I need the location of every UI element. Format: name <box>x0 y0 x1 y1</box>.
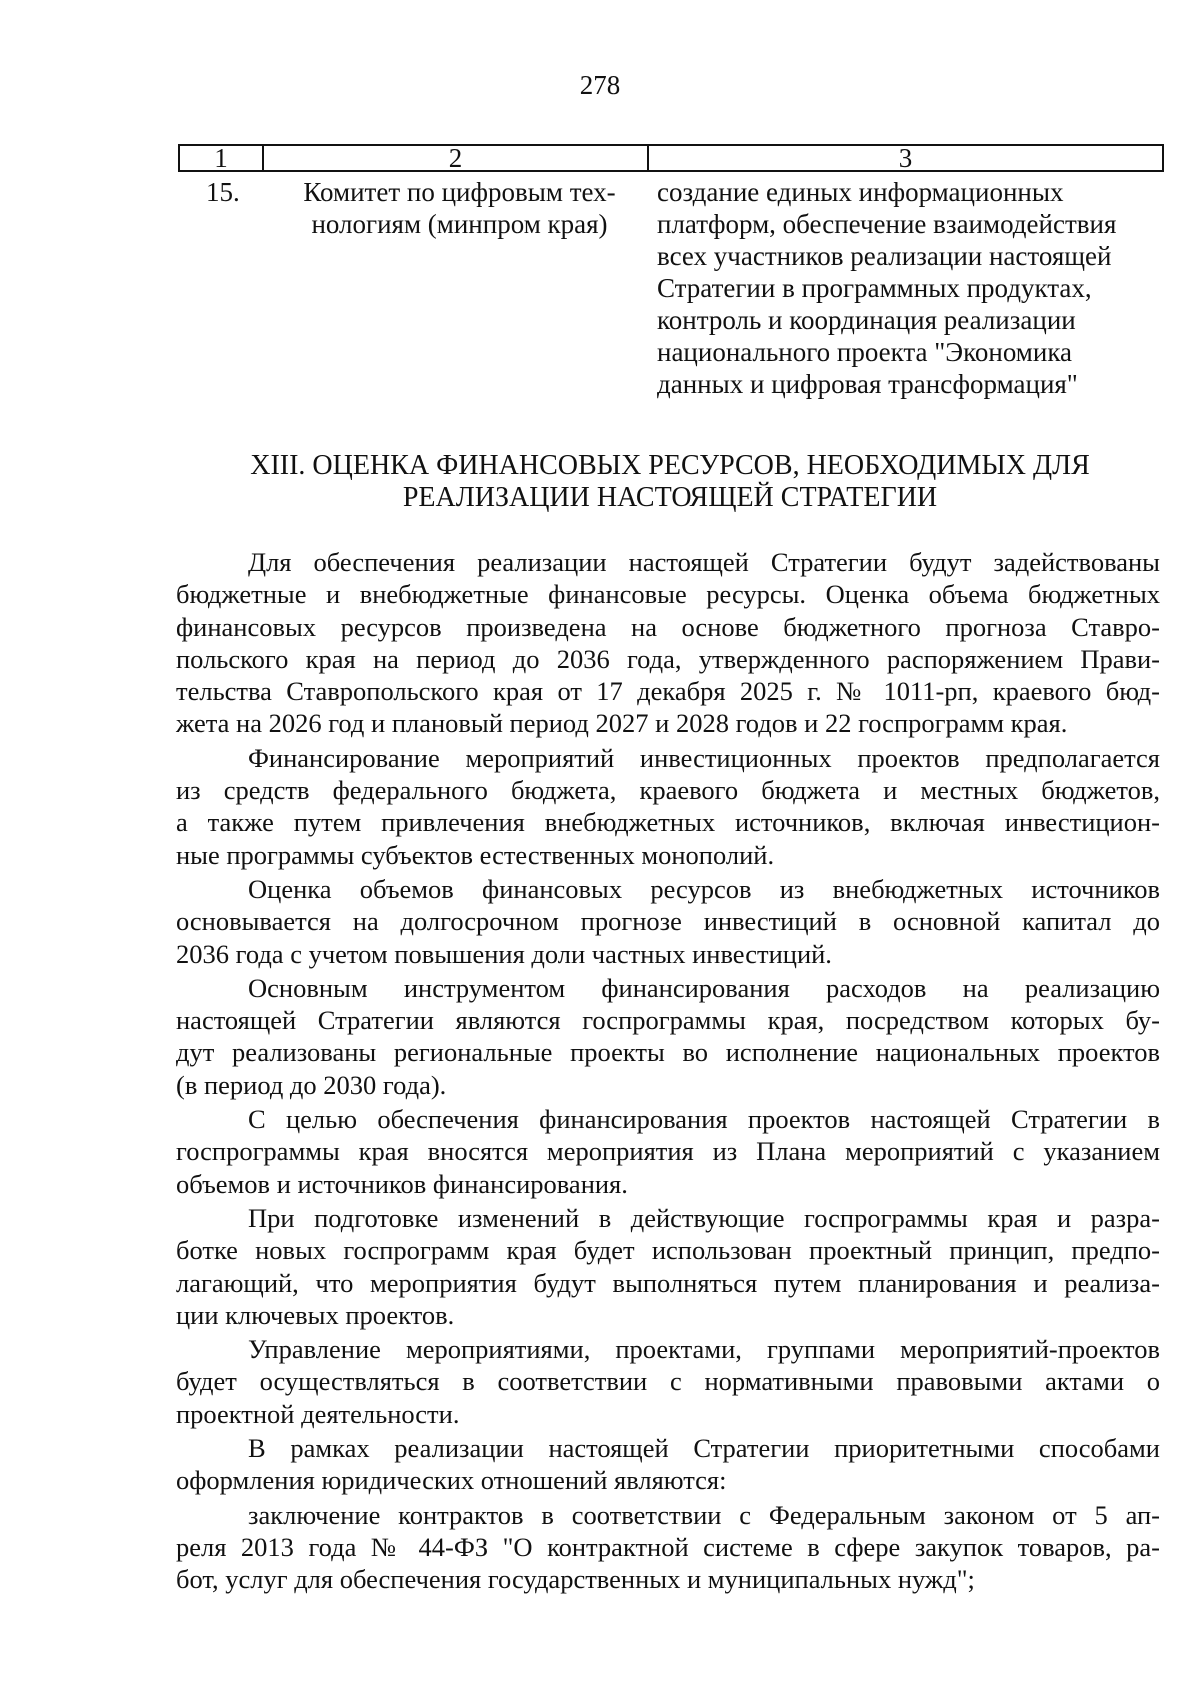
responsibility-table <box>178 144 1164 400</box>
paragraph <box>176 1432 1160 1497</box>
paragraph <box>176 1103 1160 1200</box>
row-number: 15. <box>206 177 240 207</box>
desc-line: национального проекта "Экономика <box>657 337 1073 367</box>
paragraph-line: будет осуществляться в соответствии с нормативными правовыми актами о <box>176 1366 1160 1397</box>
paragraph-line: тельства Ставропольского края от 17 декабря 2025 г. № 1011-рп, краевого бюд- <box>176 676 1160 707</box>
paragraph-line: проектной деятельности. <box>176 1398 460 1429</box>
paragraph-line: основывается на долгосрочном прогнозе инвестиций в основной капитал до <box>176 906 1160 937</box>
paragraph-line: 2036 года с учетом повышения доли частных инвестиций. <box>176 938 832 969</box>
section-title-line: XIII. ОЦЕНКА ФИНАНСОВЫХ РЕСУРСОВ, НЕОБХОДИМЫХ ДЛЯ <box>250 450 1090 481</box>
page-number: 278 <box>579 70 621 100</box>
paragraph-line: заключение контрактов в соответствии с Федеральным законом от 5 ап- <box>248 1499 1160 1530</box>
header-col-1: 1 <box>180 146 264 170</box>
section-title <box>170 450 1170 514</box>
paragraph <box>176 1202 1160 1331</box>
paragraph-line: Оценка объемов финансовых ресурсов из внебюджетных источников <box>248 873 1160 904</box>
header-col-2: 2 <box>264 146 649 170</box>
header-col-3: 3 <box>898 143 913 173</box>
table-header <box>178 144 1164 172</box>
paragraph-line: С целью обеспечения финансирования проектов настоящей Стратегии в <box>248 1104 1160 1135</box>
paragraph-line: реля 2013 года № 44-ФЗ "О контрактной системе в сфере закупок товаров, ра- <box>176 1531 1160 1562</box>
paragraph <box>176 1333 1160 1430</box>
paragraph-line: финансовых ресурсов произведена на основе бюджетного прогноза Ставро- <box>176 611 1160 642</box>
paragraph <box>176 972 1160 1101</box>
paragraph-line: Для обеспечения реализации настоящей Стратегии будут задействованы <box>248 547 1160 577</box>
paragraph <box>176 742 1160 871</box>
paragraph-line: польского края на период до 2036 года, утвержденного распоряжением Прави- <box>176 643 1160 674</box>
paragraph-line: Управление мероприятиями, проектами, группами мероприятий-проектов <box>248 1334 1160 1365</box>
paragraph-line: настоящей Стратегии являются госпрограммы края, посредством которых бу- <box>176 1005 1160 1036</box>
org-line: нологиям (минпром края) <box>311 209 608 239</box>
paragraph-line: лагающий, что мероприятия будут выполняться путем планирования и реализа- <box>176 1267 1160 1298</box>
paragraph-line: оформления юридических отношений являются: <box>176 1465 727 1496</box>
paragraph <box>176 873 1160 970</box>
paragraph-line: (в период до 2030 года). <box>176 1069 447 1100</box>
paragraph-line: Основным инструментом финансирования расходов на реализацию <box>248 972 1160 1003</box>
paragraph-line: бюджетные и внебюджетные финансовые ресурсы. Оценка объема бюджетных <box>176 579 1160 610</box>
paragraph-line: из средств федерального бюджета, краевого бюджета и местных бюджетов, <box>176 775 1160 806</box>
paragraph-line: ботке новых госпрограмм края будет использован проектный принцип, предпо- <box>176 1235 1160 1266</box>
desc-line: платформ, обеспечение взаимодействия <box>657 209 1117 239</box>
desc-line: данных и цифровая трансформация" <box>657 369 1078 399</box>
section-body <box>176 546 1160 1598</box>
paragraph-line: Финансирование мероприятий инвестиционных проектов предполагается <box>248 742 1160 773</box>
paragraph <box>176 546 1160 740</box>
paragraph <box>176 1499 1160 1596</box>
paragraph-line: бот, услуг для обеспечения государственных и муниципальных нужд"; <box>176 1564 975 1595</box>
desc-line: Стратегии в программных продуктах, <box>657 273 1092 303</box>
paragraph-line: В рамках реализации настоящей Стратегии приоритетными способами <box>248 1433 1160 1464</box>
desc-line: всех участников реализации настоящей <box>657 241 1112 271</box>
table-row <box>178 176 1164 400</box>
paragraph-line: объемов и источников финансирования. <box>176 1168 628 1199</box>
paragraph-line: ции ключевых проектов. <box>176 1299 455 1330</box>
org-line: Комитет по цифровым тех- <box>303 177 616 207</box>
paragraph-line: госпрограммы края вносятся мероприятия из Плана мероприятий с указанием <box>176 1136 1160 1167</box>
desc-line: контроль и координация реализации <box>657 305 1076 335</box>
desc-line: создание единых информационных <box>657 177 1064 207</box>
row-organization <box>262 176 647 400</box>
section-title-line: РЕАЛИЗАЦИИ НАСТОЯЩЕЙ СТРАТЕГИИ <box>402 482 938 513</box>
paragraph-line: жета на 2026 год и плановый период 2027 и 2028 годов и 22 госпрограмм края. <box>176 708 1068 739</box>
paragraph-line: дут реализованы региональные проекты во исполнение национальных проектов <box>176 1037 1160 1068</box>
row-description <box>647 176 1164 400</box>
paragraph-line: а также путем привлечения внебюджетных источников, включая инвестицион- <box>176 807 1160 838</box>
paragraph-line: При подготовке изменений в действующие госпрограммы края и разра- <box>248 1202 1160 1233</box>
paragraph-line: ные программы субъектов естественных монополий. <box>176 839 775 870</box>
